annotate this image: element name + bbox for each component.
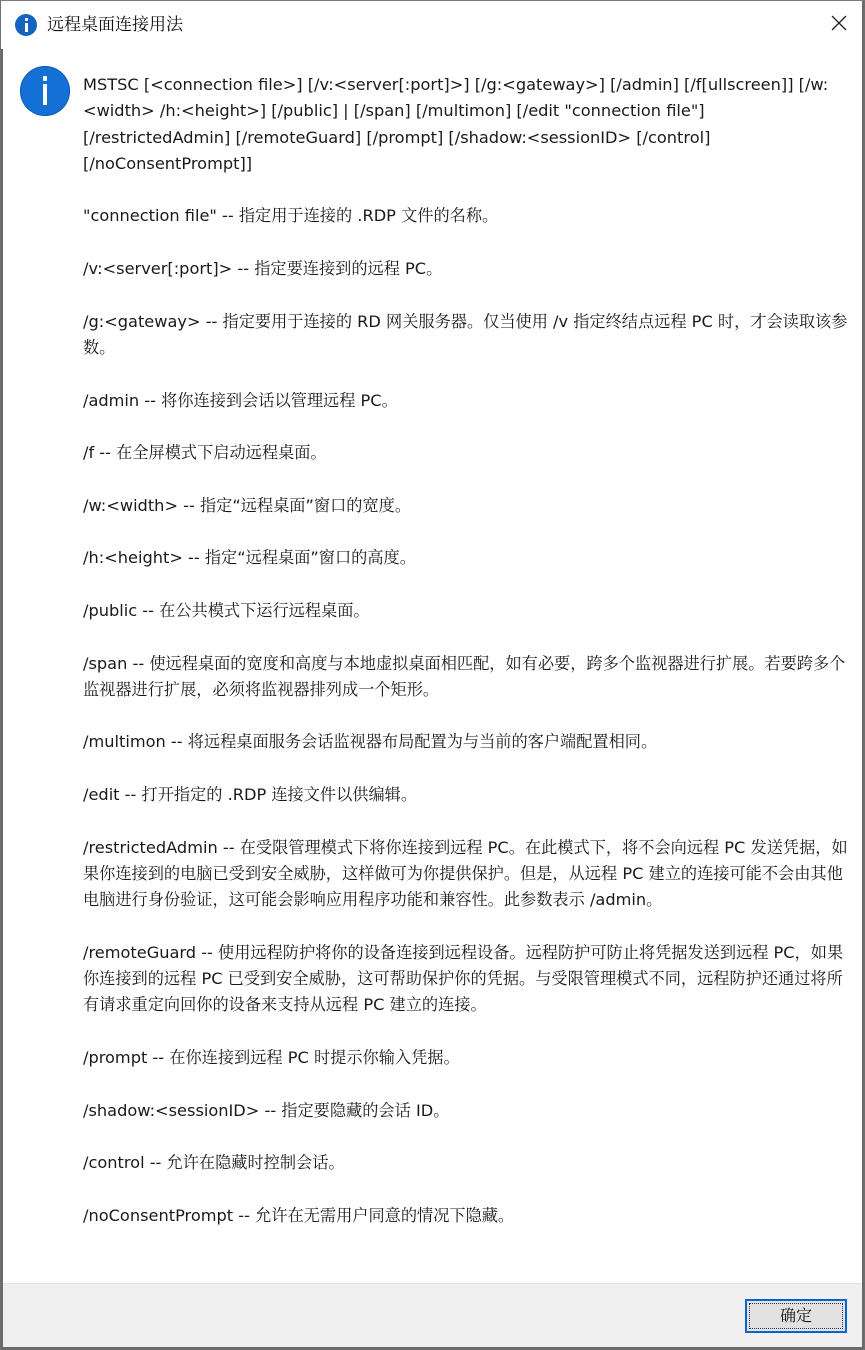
option-restrictedadmin: /restrictedAdmin -- 在受限管理模式下将你连接到远程 PC。在此模式下，将不会向远程 PC 发送凭据，如果你连接到的电脑已受到安全威胁，这样做可为你提供保护。但是，从远程 PC 建立的连接可能不会由其他电脑进行身份验证，这可能会影响应用程序功能和兼容性。此参数表示 /admin。 [83, 837, 848, 910]
option-f: /f -- 在全屏模式下启动远程桌面。 [83, 443, 327, 463]
window-border-bottom [1, 1347, 864, 1349]
close-icon [831, 15, 847, 31]
option-h: /h:<height> -- 指定“远程桌面”窗口的高度。 [83, 548, 416, 568]
option-edit: /edit -- 打开指定的 .RDP 连接文件以供编辑。 [83, 785, 418, 805]
usage-syntax: MSTSC [<connection file>] [/v:<server[:port]>] [/g:<gateway>] [/admin] [/f[ullscreen]] [/w:<width> /h:<height>] [/public] | [/span] [/multimon] [/edit "connection file"] [/restrictedAdmin] [/remoteGuard] [/prompt] [/shadow:<sessionID> [/control] [/noConsentPrompt]] [83, 75, 829, 173]
option-prompt: /prompt -- 在你连接到远程 PC 时提示你输入凭据。 [83, 1047, 460, 1067]
option-remoteguard: /remoteGuard -- 使用远程防护将你的设备连接到远程设备。远程防护可防止将凭据发送到远程 PC，如果你连接到的远程 PC 已受到安全威胁，这可帮助保护你的凭据。与受限管理模式不同，远程防护还通过将所有请求重定向回你的设备来支持从远程 PC 建立的连接。 [83, 942, 844, 1015]
option-shadow: /shadow:<sessionID> -- 指定要隐藏的会话 ID。 [83, 1100, 450, 1120]
window-title: 远程桌面连接用法 [47, 15, 183, 35]
close-button[interactable] [816, 1, 862, 47]
option-span: /span -- 使远程桌面的宽度和高度与本地虚拟桌面相匹配，如有必要，跨多个监视器进行扩展。若要跨多个监视器进行扩展，必须将监视器排列成一个矩形。 [83, 653, 846, 699]
ok-button[interactable]: 确定 [745, 1299, 847, 1333]
option-public: /public -- 在公共模式下运行远程桌面。 [83, 600, 370, 620]
button-bar [3, 1283, 862, 1347]
option-admin: /admin -- 将你连接到会话以管理远程 PC。 [83, 390, 398, 410]
option-g: /g:<gateway> -- 指定要用于连接的 RD 网关服务器。仅当使用 /v 指定终结点远程 PC 时，才会读取该参数。 [83, 311, 848, 357]
usage-text [83, 72, 848, 1255]
option-control: /control -- 允许在隐藏时控制会话。 [83, 1153, 345, 1173]
option-multimon: /multimon -- 将远程桌面服务会话监视器布局配置为与当前的客户端配置相同。 [83, 732, 658, 752]
info-icon [20, 66, 70, 116]
option-noconsentprompt: /noConsentPrompt -- 允许在无需用户同意的情况下隐藏。 [83, 1205, 515, 1225]
message-area [3, 49, 862, 1283]
option-w: /w:<width> -- 指定“远程桌面”窗口的宽度。 [83, 495, 412, 515]
title-bar[interactable] [1, 1, 864, 49]
info-icon [15, 14, 37, 36]
option-v: /v:<server[:port]> -- 指定要连接到的远程 PC。 [83, 259, 443, 279]
option-connection-file: "connection file" -- 指定用于连接的 .RDP 文件的名称。 [83, 206, 499, 226]
